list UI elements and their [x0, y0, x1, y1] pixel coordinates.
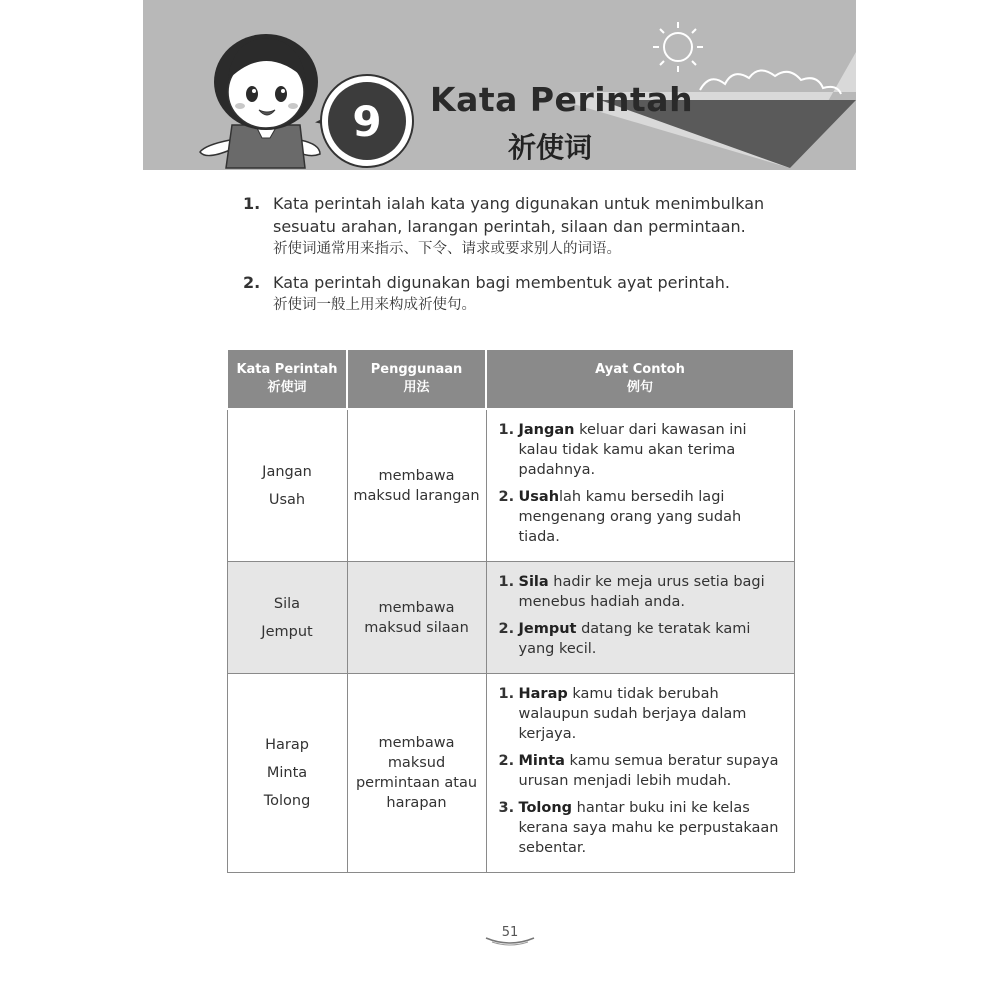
command-word: Jangan: [262, 463, 312, 480]
point-number: 2.: [243, 273, 261, 292]
example-number: 2.: [498, 621, 515, 637]
command-words-cell: [227, 562, 347, 674]
command-word: Usah: [268, 491, 306, 508]
usage-cell: membawa maksud larangan: [347, 409, 486, 562]
example-keyword: Tolong: [518, 800, 573, 816]
example-keyword: Usah: [518, 489, 560, 505]
command-word: Jemput: [261, 623, 313, 640]
usage-cell: membawa maksud silaan: [347, 562, 486, 674]
example-number: 1.: [498, 574, 515, 590]
example-number: 1.: [498, 686, 515, 702]
example-keyword: Sila: [518, 574, 549, 590]
intro-points: [243, 192, 803, 327]
header-label: Penggunaan: [370, 362, 463, 377]
header-kata-perintah: [227, 349, 347, 409]
point-translation: 祈使词一般上用来构成祈使句。: [273, 297, 476, 313]
command-words-cell: [227, 674, 347, 873]
example-sentence: [499, 420, 784, 480]
command-word: Tolong: [263, 793, 311, 809]
example-keyword: Minta: [518, 753, 565, 769]
example-text: keluar dari kawasan ini kalau tidak kamu akan terima padahnya.: [518, 422, 747, 478]
examples-cell: [486, 409, 794, 562]
examples-cell: [486, 562, 794, 674]
chapter-title: Kata Perintah: [430, 80, 694, 119]
table-header-row: [227, 349, 794, 409]
command-words-table: [226, 348, 795, 873]
point-text: Kata perintah ialah kata yang digunakan untuk menimbulkan sesuatu arahan, larangan perintah, silaan dan permintaan.: [273, 194, 765, 236]
table-row: [227, 674, 794, 873]
example-keyword: Jemput: [518, 621, 577, 637]
example-keyword: Harap: [518, 686, 568, 702]
header-penggunaan: [347, 349, 486, 409]
example-text: datang ke teratak kami yang kecil.: [518, 621, 751, 657]
page-number: 51: [501, 925, 519, 940]
example-sentence: [499, 798, 784, 858]
example-sentence: [499, 684, 784, 744]
example-number: 2.: [498, 489, 515, 505]
table-row: [227, 562, 794, 674]
example-text: hantar buku ini ke kelas kerana saya mahu ke perpustakaan sebentar.: [518, 800, 779, 856]
command-words-cell: [227, 409, 347, 562]
example-sentence: [499, 619, 784, 659]
header-ayat-contoh: [486, 349, 794, 409]
header-label: Ayat Contoh: [595, 362, 685, 377]
example-text: kamu tidak berubah walaupun sudah berjaya dalam kerjaya.: [518, 686, 747, 742]
command-word: Minta: [266, 765, 308, 781]
header-translation: 用法: [403, 380, 430, 395]
point-number: 1.: [243, 194, 261, 213]
example-keyword: Jangan: [518, 422, 575, 438]
example-text: kamu semua beratur supaya urusan menjadi lebih mudah.: [518, 753, 779, 789]
usage-cell: membawa maksud permintaan atau harapan: [347, 674, 486, 873]
chapter-subtitle: 祈使词: [508, 131, 593, 164]
example-number: 2.: [498, 753, 515, 769]
example-sentence: [499, 751, 784, 791]
example-text: lah kamu bersedih lagi mengenang orang yang sudah tiada.: [518, 489, 742, 545]
command-word: Sila: [273, 595, 301, 612]
chapter-number-badge: 9: [328, 82, 406, 160]
example-number: 3.: [498, 800, 515, 816]
table-row: [227, 409, 794, 562]
intro-point: [243, 192, 803, 261]
header-translation: 祈使词: [267, 380, 307, 395]
header-translation: 例句: [626, 380, 653, 395]
example-text: hadir ke meja urus setia bagi menebus hadiah anda.: [518, 574, 765, 610]
point-text: Kata perintah digunakan bagi membentuk ayat perintah.: [273, 273, 730, 292]
point-translation: 祈使词通常用来指示、下令、请求或要求别人的词语。: [273, 241, 621, 257]
example-sentence: [499, 572, 784, 612]
example-sentence: [499, 487, 784, 547]
header-label: Kata Perintah: [236, 362, 338, 377]
example-number: 1.: [498, 422, 515, 438]
intro-point: [243, 271, 803, 317]
examples-cell: [486, 674, 794, 873]
command-word: Harap: [265, 737, 309, 753]
